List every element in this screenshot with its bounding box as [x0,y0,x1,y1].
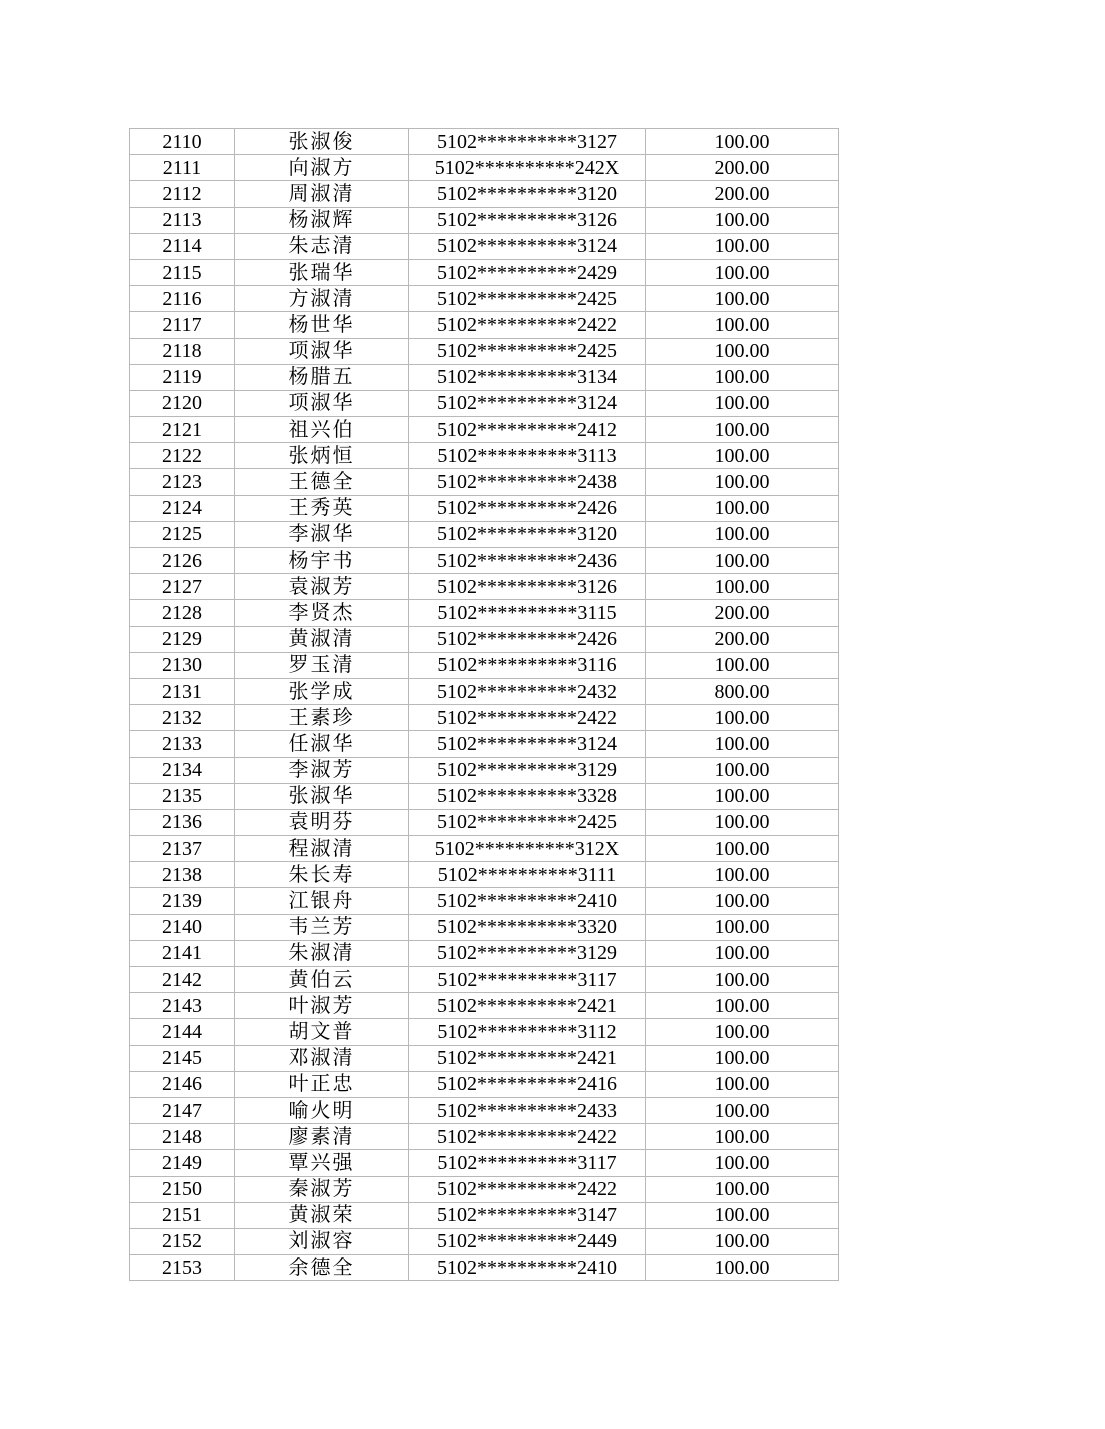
amount-cell: 100.00 [646,574,839,600]
table-row [130,967,839,993]
amount-cell: 100.00 [646,312,839,338]
row-number-cell: 2125 [130,521,235,547]
amount-cell: 100.00 [646,862,839,888]
table-row [130,495,839,521]
row-number-cell: 2144 [130,1019,235,1045]
row-number-cell: 2128 [130,600,235,626]
row-number-cell: 2118 [130,338,235,364]
table-row [130,390,839,416]
id-number-cell: 5102**********2436 [409,548,646,574]
id-number-cell: 5102**********2425 [409,286,646,312]
id-number-cell: 5102**********3134 [409,364,646,390]
id-number-cell: 5102**********3129 [409,940,646,966]
amount-cell: 100.00 [646,1228,839,1254]
amount-cell: 100.00 [646,809,839,835]
id-number-cell: 5102**********3115 [409,600,646,626]
amount-cell: 100.00 [646,967,839,993]
id-number-cell: 5102**********3120 [409,181,646,207]
name-cell: 张瑞华 [235,259,409,285]
name-cell: 程淑清 [235,836,409,862]
amount-cell: 100.00 [646,914,839,940]
table-row [130,417,839,443]
row-number-cell: 2117 [130,312,235,338]
table-row [130,155,839,181]
name-cell: 袁淑芳 [235,574,409,600]
table-row [130,888,839,914]
name-cell: 喻火明 [235,1097,409,1123]
name-cell: 方淑清 [235,286,409,312]
amount-cell: 100.00 [646,652,839,678]
name-cell: 刘淑容 [235,1228,409,1254]
table-row [130,1071,839,1097]
amount-cell: 100.00 [646,731,839,757]
row-number-cell: 2131 [130,678,235,704]
table-row [130,678,839,704]
name-cell: 叶淑芳 [235,993,409,1019]
table-row [130,1228,839,1254]
amount-cell: 100.00 [646,338,839,364]
row-number-cell: 2129 [130,626,235,652]
table-row [130,574,839,600]
name-cell: 张炳恒 [235,443,409,469]
row-number-cell: 2121 [130,417,235,443]
name-cell: 项淑华 [235,390,409,416]
table-row [130,286,839,312]
table-row [130,548,839,574]
table-row [130,259,839,285]
row-number-cell: 2130 [130,652,235,678]
row-number-cell: 2136 [130,809,235,835]
table-row [130,443,839,469]
id-number-cell: 5102**********2422 [409,1176,646,1202]
row-number-cell: 2124 [130,495,235,521]
amount-cell: 800.00 [646,678,839,704]
name-cell: 王素珍 [235,705,409,731]
row-number-cell: 2114 [130,233,235,259]
id-number-cell: 5102**********3117 [409,967,646,993]
table-row [130,129,839,155]
table-row [130,207,839,233]
id-number-cell: 5102**********3111 [409,862,646,888]
row-number-cell: 2140 [130,914,235,940]
id-number-cell: 5102**********2429 [409,259,646,285]
name-cell: 胡文普 [235,1019,409,1045]
id-number-cell: 5102**********3129 [409,757,646,783]
row-number-cell: 2145 [130,1045,235,1071]
id-number-cell: 5102**********2421 [409,1045,646,1071]
payment-table [129,128,839,1281]
name-cell: 杨世华 [235,312,409,338]
table-row [130,705,839,731]
table-row [130,1150,839,1176]
id-number-cell: 5102**********2422 [409,312,646,338]
amount-cell: 100.00 [646,1176,839,1202]
table-row [130,652,839,678]
amount-cell: 100.00 [646,495,839,521]
row-number-cell: 2152 [130,1228,235,1254]
table-row [130,993,839,1019]
table-row [130,757,839,783]
row-number-cell: 2146 [130,1071,235,1097]
name-cell: 邓淑清 [235,1045,409,1071]
id-number-cell: 5102**********2438 [409,469,646,495]
id-number-cell: 5102**********3126 [409,207,646,233]
row-number-cell: 2113 [130,207,235,233]
table-row [130,626,839,652]
name-cell: 张淑华 [235,783,409,809]
table-row [130,338,839,364]
name-cell: 祖兴伯 [235,417,409,443]
id-number-cell: 5102**********3147 [409,1202,646,1228]
amount-cell: 100.00 [646,443,839,469]
row-number-cell: 2135 [130,783,235,809]
id-number-cell: 5102**********3328 [409,783,646,809]
amount-cell: 100.00 [646,1097,839,1123]
table-row [130,600,839,626]
name-cell: 张淑俊 [235,129,409,155]
id-number-cell: 5102**********2416 [409,1071,646,1097]
row-number-cell: 2139 [130,888,235,914]
name-cell: 朱志清 [235,233,409,259]
row-number-cell: 2141 [130,940,235,966]
table-row [130,181,839,207]
amount-cell: 100.00 [646,940,839,966]
row-number-cell: 2134 [130,757,235,783]
amount-cell: 100.00 [646,129,839,155]
id-number-cell: 5102**********242X [409,155,646,181]
table-row [130,940,839,966]
name-cell: 项淑华 [235,338,409,364]
id-number-cell: 5102**********3320 [409,914,646,940]
name-cell: 杨腊五 [235,364,409,390]
amount-cell: 200.00 [646,600,839,626]
id-number-cell: 5102**********2432 [409,678,646,704]
row-number-cell: 2153 [130,1255,235,1281]
name-cell: 杨淑辉 [235,207,409,233]
name-cell: 李淑芳 [235,757,409,783]
name-cell: 罗玉清 [235,652,409,678]
id-number-cell: 5102**********2433 [409,1097,646,1123]
name-cell: 张学成 [235,678,409,704]
id-number-cell: 5102**********2410 [409,888,646,914]
row-number-cell: 2137 [130,836,235,862]
name-cell: 黄淑荣 [235,1202,409,1228]
name-cell: 廖素清 [235,1124,409,1150]
name-cell: 叶正忠 [235,1071,409,1097]
id-number-cell: 5102**********2421 [409,993,646,1019]
table-row [130,233,839,259]
row-number-cell: 2115 [130,259,235,285]
amount-cell: 100.00 [646,1124,839,1150]
amount-cell: 100.00 [646,207,839,233]
id-number-cell: 5102**********3116 [409,652,646,678]
amount-cell: 100.00 [646,1071,839,1097]
id-number-cell: 5102**********2422 [409,705,646,731]
row-number-cell: 2132 [130,705,235,731]
amount-cell: 100.00 [646,705,839,731]
row-number-cell: 2111 [130,155,235,181]
amount-cell: 100.00 [646,1202,839,1228]
amount-cell: 100.00 [646,757,839,783]
amount-cell: 100.00 [646,888,839,914]
row-number-cell: 2147 [130,1097,235,1123]
table-row [130,521,839,547]
amount-cell: 100.00 [646,836,839,862]
name-cell: 朱长寿 [235,862,409,888]
name-cell: 杨宇书 [235,548,409,574]
name-cell: 黄淑清 [235,626,409,652]
payment-table-body [130,129,839,1281]
id-number-cell: 5102**********3113 [409,443,646,469]
amount-cell: 100.00 [646,1255,839,1281]
table-row [130,862,839,888]
row-number-cell: 2116 [130,286,235,312]
amount-cell: 100.00 [646,286,839,312]
row-number-cell: 2126 [130,548,235,574]
table-row [130,1097,839,1123]
id-number-cell: 5102**********2422 [409,1124,646,1150]
row-number-cell: 2149 [130,1150,235,1176]
name-cell: 江银舟 [235,888,409,914]
name-cell: 黄伯云 [235,967,409,993]
row-number-cell: 2133 [130,731,235,757]
table-row [130,1202,839,1228]
name-cell: 余德全 [235,1255,409,1281]
id-number-cell: 5102**********3112 [409,1019,646,1045]
name-cell: 李贤杰 [235,600,409,626]
table-row [130,731,839,757]
id-number-cell: 5102**********3120 [409,521,646,547]
row-number-cell: 2119 [130,364,235,390]
row-number-cell: 2123 [130,469,235,495]
table-row [130,1176,839,1202]
name-cell: 覃兴强 [235,1150,409,1176]
name-cell: 王德全 [235,469,409,495]
amount-cell: 200.00 [646,155,839,181]
table-row [130,809,839,835]
amount-cell: 100.00 [646,783,839,809]
table-row [130,1045,839,1071]
name-cell: 袁明芬 [235,809,409,835]
row-number-cell: 2150 [130,1176,235,1202]
row-number-cell: 2143 [130,993,235,1019]
amount-cell: 100.00 [646,1045,839,1071]
amount-cell: 100.00 [646,233,839,259]
name-cell: 李淑华 [235,521,409,547]
name-cell: 韦兰芳 [235,914,409,940]
amount-cell: 100.00 [646,521,839,547]
id-number-cell: 5102**********2426 [409,495,646,521]
row-number-cell: 2112 [130,181,235,207]
table-row [130,364,839,390]
id-number-cell: 5102**********3127 [409,129,646,155]
amount-cell: 100.00 [646,417,839,443]
table-row [130,1019,839,1045]
id-number-cell: 5102**********3124 [409,390,646,416]
table-row [130,914,839,940]
name-cell: 朱淑清 [235,940,409,966]
table-row [130,1124,839,1150]
id-number-cell: 5102**********2425 [409,809,646,835]
id-number-cell: 5102**********2425 [409,338,646,364]
name-cell: 任淑华 [235,731,409,757]
amount-cell: 100.00 [646,390,839,416]
row-number-cell: 2110 [130,129,235,155]
row-number-cell: 2151 [130,1202,235,1228]
name-cell: 向淑方 [235,155,409,181]
amount-cell: 100.00 [646,469,839,495]
table-row [130,836,839,862]
table-row [130,783,839,809]
amount-cell: 100.00 [646,993,839,1019]
id-number-cell: 5102**********3124 [409,233,646,259]
amount-cell: 100.00 [646,1019,839,1045]
name-cell: 王秀英 [235,495,409,521]
amount-cell: 100.00 [646,364,839,390]
name-cell: 周淑清 [235,181,409,207]
amount-cell: 200.00 [646,626,839,652]
table-row [130,1255,839,1281]
id-number-cell: 5102**********2426 [409,626,646,652]
table-row [130,312,839,338]
amount-cell: 200.00 [646,181,839,207]
name-cell: 秦淑芳 [235,1176,409,1202]
row-number-cell: 2148 [130,1124,235,1150]
row-number-cell: 2142 [130,967,235,993]
id-number-cell: 5102**********3117 [409,1150,646,1176]
id-number-cell: 5102**********2412 [409,417,646,443]
amount-cell: 100.00 [646,1150,839,1176]
amount-cell: 100.00 [646,259,839,285]
table-row [130,469,839,495]
id-number-cell: 5102**********3124 [409,731,646,757]
row-number-cell: 2138 [130,862,235,888]
id-number-cell: 5102**********2449 [409,1228,646,1254]
row-number-cell: 2120 [130,390,235,416]
id-number-cell: 5102**********2410 [409,1255,646,1281]
row-number-cell: 2122 [130,443,235,469]
row-number-cell: 2127 [130,574,235,600]
amount-cell: 100.00 [646,548,839,574]
id-number-cell: 5102**********312X [409,836,646,862]
id-number-cell: 5102**********3126 [409,574,646,600]
